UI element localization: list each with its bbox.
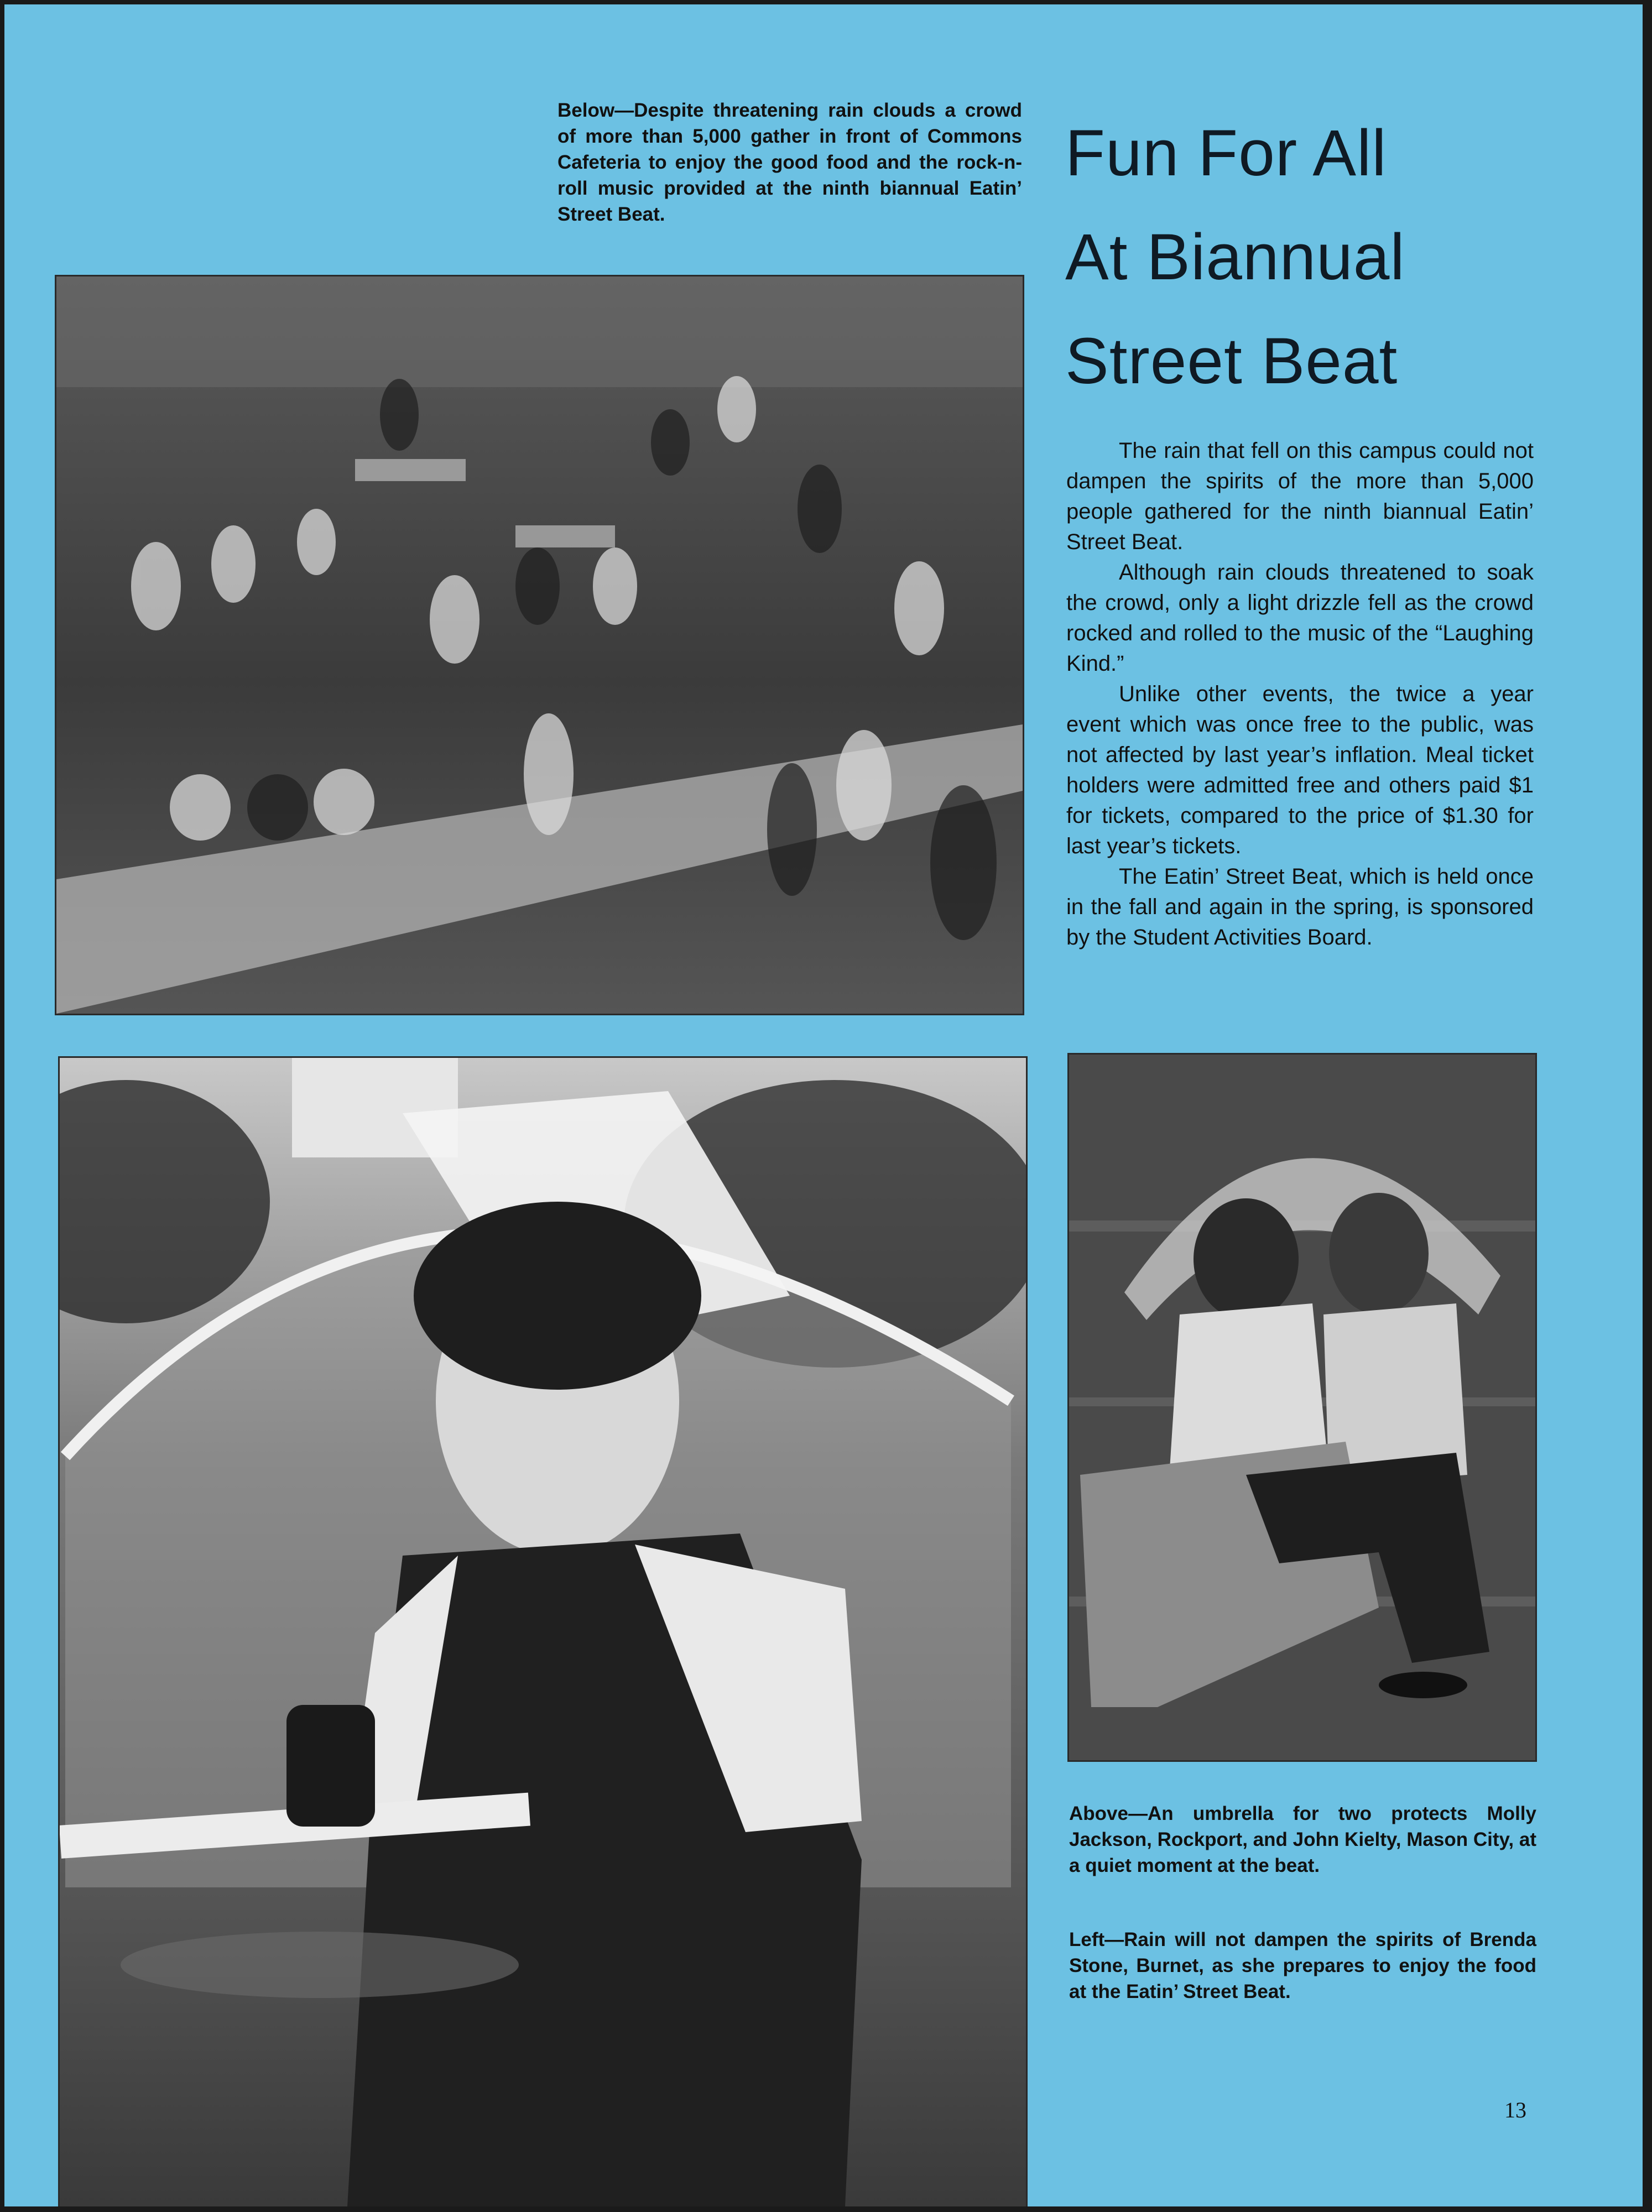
- article-paragraph: The Eatin’ Street Beat, which is held once in the fall and again in the spring, is sponsored by the Student Activities Board.: [1066, 864, 1534, 950]
- article-body: [1066, 436, 1534, 953]
- woman-photo-caption: Left—Rain will not dampen the spirits of Brenda Stone, Burnet, as she prepares to enjoy the food at the Eatin’ Street Beat.: [1069, 1929, 1536, 2002]
- headline-line-1: Fun For All: [1065, 117, 1387, 190]
- woman-umbrella-photo: [60, 1058, 1026, 2206]
- crowd-photo: [56, 276, 1023, 1014]
- article-paragraph: Unlike other events, the twice a year event which was once free to the public, was not affected by last year’s inflation. Meal ticket holders were admitted free and others paid $1 for tickets, compared to the price of $1.30 for last year’s tickets.: [1066, 682, 1534, 858]
- page-headline: [1065, 101, 1585, 413]
- headline-line-3: Street Beat: [1065, 325, 1398, 398]
- page-number: 13: [1504, 2098, 1526, 2122]
- couple-photo-caption: Above—An umbrella for two protects Molly Jackson, Rockport, and John Kielty, Mason City, at a quiet moment at the beat.: [1069, 1803, 1536, 1876]
- article-paragraph: The rain that fell on this campus could not dampen the spirits of the more than 5,000 people gathered for the ninth biannual Eatin’ Street Beat.: [1066, 439, 1534, 554]
- couple-umbrella-photo: [1069, 1055, 1535, 1760]
- article-paragraph: Although rain clouds threatened to soak the crowd, only a light drizzle fell as the crowd rocked and rolled to the music of the “Laughing Kind.”: [1066, 560, 1534, 676]
- yearbook-page: [4, 4, 1643, 2206]
- headline-line-2: At Biannual: [1065, 221, 1405, 294]
- crowd-photo-caption: Below—Despite threatening rain clouds a crowd of more than 5,000 gather in front of Commons Cafeteria to enjoy the good food and the rock-n-roll music provided at the ninth biannual Eatin’ Street Beat.: [557, 100, 1022, 225]
